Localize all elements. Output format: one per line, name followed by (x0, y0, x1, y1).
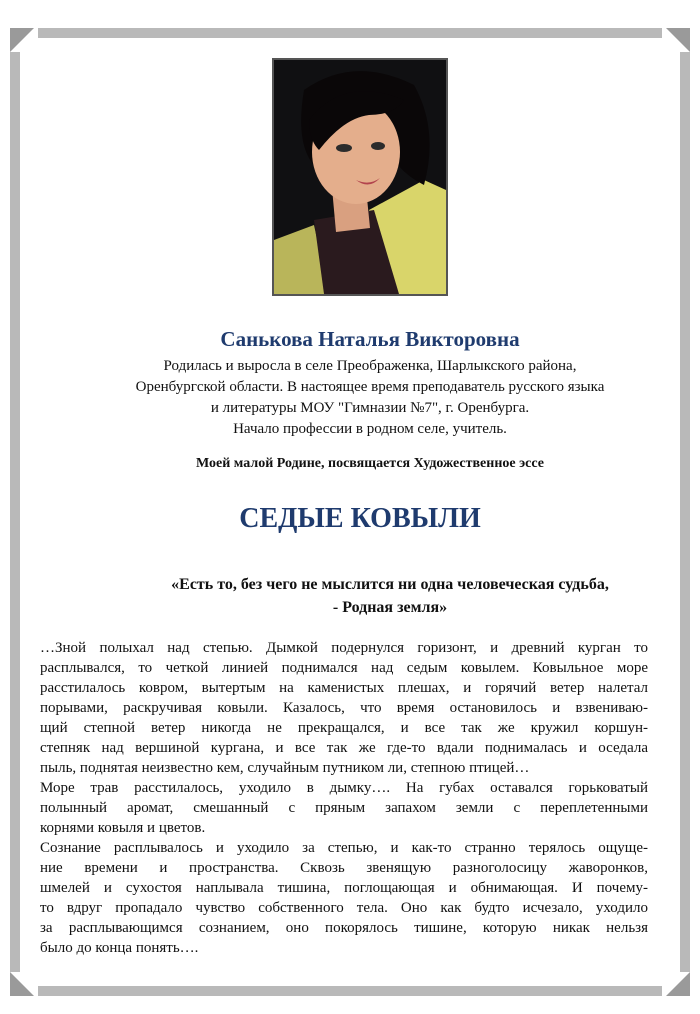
body-line: то вдруг пропадало чувство собственного тела. Оно как будто исчезало, уходило (40, 900, 648, 916)
frame-corner-bottom-left (10, 972, 34, 996)
body-line: Море трав расстилалось, уходило в дымку…. На губах оставался горьковатый (40, 780, 648, 796)
author-bio (60, 356, 680, 440)
frame-corner-top-right (666, 28, 690, 52)
body-line: щий степной ветер никогда не прекращался, и все так же кружил коршун- (40, 720, 648, 736)
epigraph (60, 573, 700, 619)
body-line: ние времени и пространства. Сквозь звенящую разноголосицу жаворонков, (40, 860, 648, 876)
author-portrait (272, 58, 448, 296)
body-line: корнями ковыля и цветов. (40, 820, 206, 836)
body-line: полынный аромат, смешанный с пряным запахом земли с переплетенными (40, 800, 648, 816)
essay-body (40, 638, 648, 958)
body-line: степняк над вершиной кургана, и все так же где-то вдали поднималась и оседала (40, 740, 648, 756)
epigraph-line: - Родная земля» (332, 599, 448, 616)
author-name: Санькова Наталья Викторовна (220, 327, 520, 351)
body-line: Сознание расплывалось и уходило за степью, и как-то странно терялось ощуще- (40, 840, 648, 856)
body-line: пыль, поднятая неизвестно кем, случайным путником ли, степною птицей… (40, 760, 530, 776)
dedication: Моей малой Родине, посвящается Художественное эссе (196, 456, 544, 471)
body-line: …Зной полыхал над степью. Дымкой подернулся горизонт, и древний курган то (40, 640, 648, 656)
page-frame-top (38, 28, 662, 38)
essay-title: СЕДЫЕ КОВЫЛИ (239, 503, 481, 534)
frame-corner-bottom-right (666, 972, 690, 996)
epigraph-line: «Есть то, без чего не мыслится ни одна человеческая судьба, (171, 576, 609, 593)
bio-line: Начало профессии в родном селе, учитель. (233, 421, 507, 437)
body-line: было до конца понять…. (40, 940, 199, 956)
body-line: порывами, раскручивая ковыли. Казалось, что время остановилось и взвениваю- (40, 700, 648, 716)
bio-line: Родилась и выросла в селе Преображенка, Шарлыкского района, (163, 358, 577, 374)
body-line: расплывался, то четкой линией поднимался над седым ковылем. Ковыльное море (40, 660, 648, 676)
body-line: за расплывающимся сознанием, оно покорялось тишине, которую никак нельзя (40, 920, 648, 936)
bio-line: и литературы МОУ "Гимназии №7", г. Оренбурга. (210, 400, 530, 416)
bio-line: Оренбургской области. В настоящее время преподаватель русского языка (135, 379, 605, 395)
body-line: шмелей и сухостоя наплывала тишина, поглощающая и обнимающая. И почему- (40, 880, 648, 896)
body-line: расстилалось ковром, вытертым на каменистых плешах, и горячий ветер налетал (40, 680, 648, 696)
frame-corner-top-left (10, 28, 34, 52)
page-frame-bottom (38, 986, 662, 996)
